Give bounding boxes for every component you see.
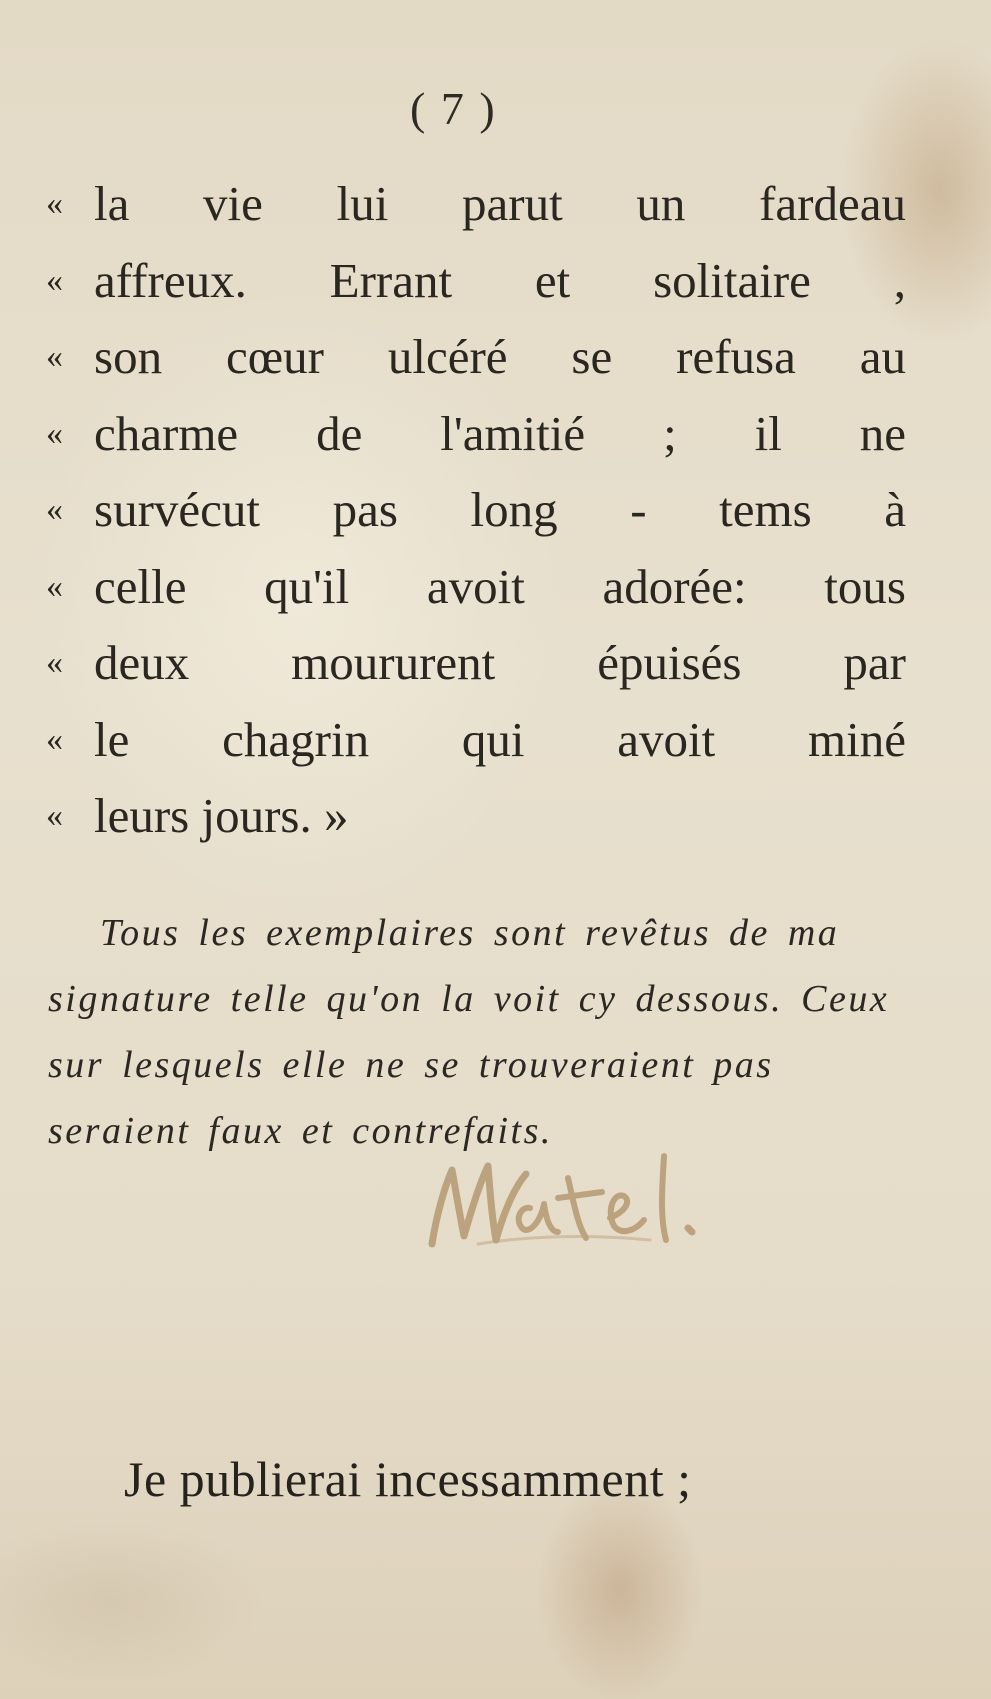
poem-line [46,625,906,702]
announcement-line: Je publierai incessamment ; [124,1451,692,1507]
quote-mark: « [46,338,63,375]
poem-line [46,778,906,855]
poem-quotation [46,166,906,855]
authenticity-notice-text: Tous les exemplaires sont revêtus de ma signature telle qu'on la voit cy dessous. Ceux sur lesquels elle ne se trouveraient pas seraient faux et contrefaits. [48,912,890,1152]
quote-mark: « [46,185,63,222]
handwritten-signature [418,1148,808,1258]
poem-line-text: charme de l'amitié ; il ne [94,405,906,461]
poem-line-text: celle qu'il avoit adorée: tous [94,558,906,614]
poem-line [46,166,906,243]
authenticity-notice [48,900,890,1164]
poem-line-text: deux moururent épuisés par [94,635,906,690]
quote-mark: « [46,644,63,681]
poem-line-text: affreux. Errant et solitaire , [94,252,906,308]
poem-line [46,472,906,549]
poem-line [46,243,906,320]
poem-line [46,702,906,779]
page-number: ( 7 ) [410,83,497,134]
quote-mark: « [46,261,63,299]
poem-line-text: la vie lui parut un fardeau [94,176,906,231]
poem-line [46,396,906,473]
quote-mark: « [46,720,63,758]
quote-mark: « [46,491,63,528]
quote-mark: « [46,414,63,452]
poem-line-text: leurs jours. » [94,788,349,843]
poem-line [46,549,906,626]
poem-line-text: le chagrin qui avoit miné [94,711,906,767]
poem-line-text: son cœur ulcéré se refusa au [94,329,906,384]
quote-mark: « [46,567,63,605]
poem-line-text: survécut pas long - tems à [94,482,906,537]
quote-mark: « [46,797,63,834]
poem-line [46,319,906,396]
